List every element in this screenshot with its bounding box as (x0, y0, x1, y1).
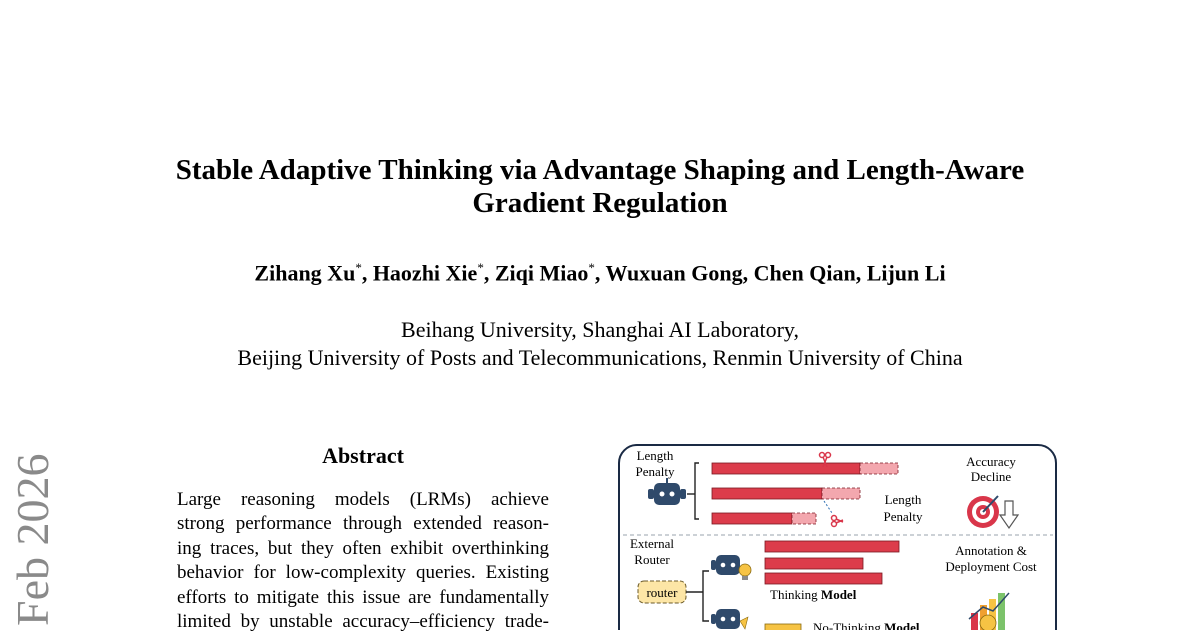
arxiv-side-stamp: Feb 2026 (7, 453, 58, 626)
abstract-line: efforts to mitigate this issue are fundamentally (177, 586, 549, 608)
length-penalty-label: Penalty (635, 464, 675, 479)
abstract-line: ing traces, but they often exhibit overthinking (177, 537, 549, 559)
affiliation-line-2: Beijing University of Posts and Telecommunications, Renmin University of China (237, 345, 963, 370)
no-thinking-length-bar (765, 624, 801, 630)
target-icon (967, 496, 999, 528)
affiliation-line-1: Beihang University, Shanghai AI Laboratory, (401, 317, 799, 342)
thinking-model-prefix: Thinking (770, 587, 821, 602)
truncated-length-bar (792, 513, 816, 524)
annotation-cost-label: Deployment Cost (945, 559, 1037, 574)
overview-figure (617, 443, 1059, 635)
author-name: Chen Qian (753, 260, 856, 286)
thinking-model-label (770, 587, 857, 602)
thinking-model-bold: Model (820, 587, 857, 602)
accuracy-decline-label: Decline (970, 469, 1012, 484)
abstract-line: limited by unstable accuracy–efficiency trade- (177, 611, 549, 633)
author-name: Lijun Li (866, 260, 946, 286)
abstract-body (177, 488, 549, 634)
accuracy-decline-label: Accuracy (966, 454, 1016, 469)
reasoning-length-bar (712, 463, 860, 474)
no-thinking-model-prefix: No-Thinking (813, 620, 885, 630)
equal-contribution-mark: * (355, 260, 362, 275)
equal-contribution-mark: * (588, 260, 595, 275)
abstract-line: behavior for low-complexity queries. Existing (177, 562, 549, 584)
equal-contribution-mark: * (477, 260, 484, 275)
length-penalty-side-label: Length (884, 492, 922, 507)
no-thinking-model-label (813, 620, 920, 630)
abstract-line: strong performance through extended reason- (177, 513, 549, 535)
external-router-label: Router (634, 552, 670, 567)
figure-svg (617, 443, 1059, 630)
thinking-length-bar (765, 558, 863, 569)
paper-title (150, 154, 1050, 220)
author-list: Zihang Xu*, Haozhi Xie*, Ziqi Miao*, Wuxuan Gong, Chen Qian, Lijun Li (254, 260, 946, 286)
affiliations (100, 316, 1100, 372)
length-penalty-side-label: Penalty (883, 509, 923, 524)
annotation-cost-label: Annotation & (955, 543, 1027, 558)
reasoning-length-bar (712, 513, 792, 524)
reasoning-length-bar (712, 488, 822, 499)
abstract-heading: Abstract (322, 443, 404, 468)
router-box-label: router (646, 585, 678, 600)
truncated-length-bar (822, 488, 860, 499)
thinking-length-bar (765, 573, 882, 584)
author-name: Zihang Xu (254, 260, 356, 286)
title-line-1: Stable Adaptive Thinking via Advantage Shaping and Length-Aware (175, 154, 1025, 186)
author-name: Haozhi Xie (372, 260, 478, 286)
author-name: Wuxuan Gong (605, 260, 743, 286)
title-line-2: Gradient Regulation (472, 187, 728, 219)
length-penalty-label: Length (636, 448, 674, 463)
abstract-line: Large reasoning models (LRMs) achieve (177, 489, 549, 510)
external-router-label: External (629, 536, 675, 551)
no-thinking-model-bold: Model (884, 620, 920, 630)
thinking-length-bar (765, 541, 899, 552)
truncated-length-bar (860, 463, 898, 474)
author-name: Ziqi Miao (494, 260, 589, 286)
